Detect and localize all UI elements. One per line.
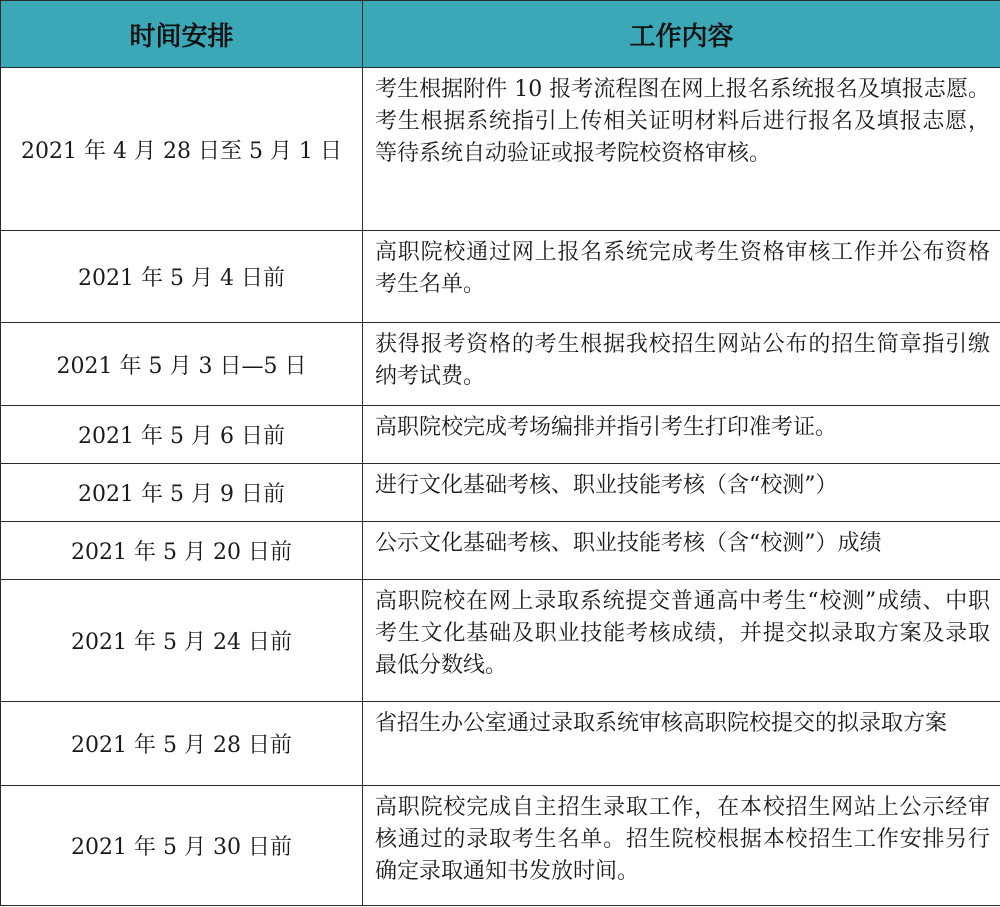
table-row (1, 522, 1000, 580)
work-cell: 高职院校通过网上报名系统完成考生资格审核工作并公布资格考生名单。 (363, 231, 1000, 323)
table-row (1, 580, 1000, 702)
time-cell: 2021 年 5 月 3 日—5 日 (1, 323, 363, 406)
work-cell: 高职院校在网上录取系统提交普通高中考生“校测”成绩、中职考生文化基础及职业技能考核成绩，并提交拟录取方案及录取最低分数线。 (363, 580, 1000, 702)
work-cell: 公示文化基础考核、职业技能考核（含“校测”）成绩 (363, 522, 1000, 580)
table-body (1, 68, 1000, 906)
time-cell: 2021 年 5 月 20 日前 (1, 522, 363, 580)
time-cell: 2021 年 5 月 4 日前 (1, 231, 363, 323)
work-cell: 高职院校完成自主招生录取工作，在本校招生网站上公示经审核通过的录取考生名单。招生院校根据本校招生工作安排另行确定录取通知书发放时间。 (363, 786, 1000, 906)
time-cell: 2021 年 5 月 9 日前 (1, 464, 363, 522)
table-row (1, 231, 1000, 323)
table-row (1, 323, 1000, 406)
work-cell: 省招生办公室通过录取系统审核高职院校提交的拟录取方案 (363, 702, 1000, 786)
header-row (1, 1, 1000, 68)
work-cell: 考生根据附件 10 报考流程图在网上报名系统报名及填报志愿。考生根据系统指引上传相关证明材料后进行报名及填报志愿，等待系统自动验证或报考院校资格审核。 (363, 68, 1000, 231)
time-cell: 2021 年 5 月 6 日前 (1, 406, 363, 464)
table-row (1, 406, 1000, 464)
time-cell: 2021 年 5 月 28 日前 (1, 702, 363, 786)
header-time: 时间安排 (1, 1, 363, 68)
work-cell: 进行文化基础考核、职业技能考核（含“校测”） (363, 464, 1000, 522)
header-work: 工作内容 (363, 1, 1000, 68)
table-row (1, 464, 1000, 522)
table-row (1, 786, 1000, 906)
table-header (1, 1, 1000, 68)
table-row (1, 68, 1000, 231)
time-cell: 2021 年 4 月 28 日至 5 月 1 日 (1, 68, 363, 231)
table-row (1, 702, 1000, 786)
work-cell: 高职院校完成考场编排并指引考生打印准考证。 (363, 406, 1000, 464)
time-cell: 2021 年 5 月 30 日前 (1, 786, 363, 906)
work-cell: 获得报考资格的考生根据我校招生网站公布的招生简章指引缴纳考试费。 (363, 323, 1000, 406)
time-cell: 2021 年 5 月 24 日前 (1, 580, 363, 702)
